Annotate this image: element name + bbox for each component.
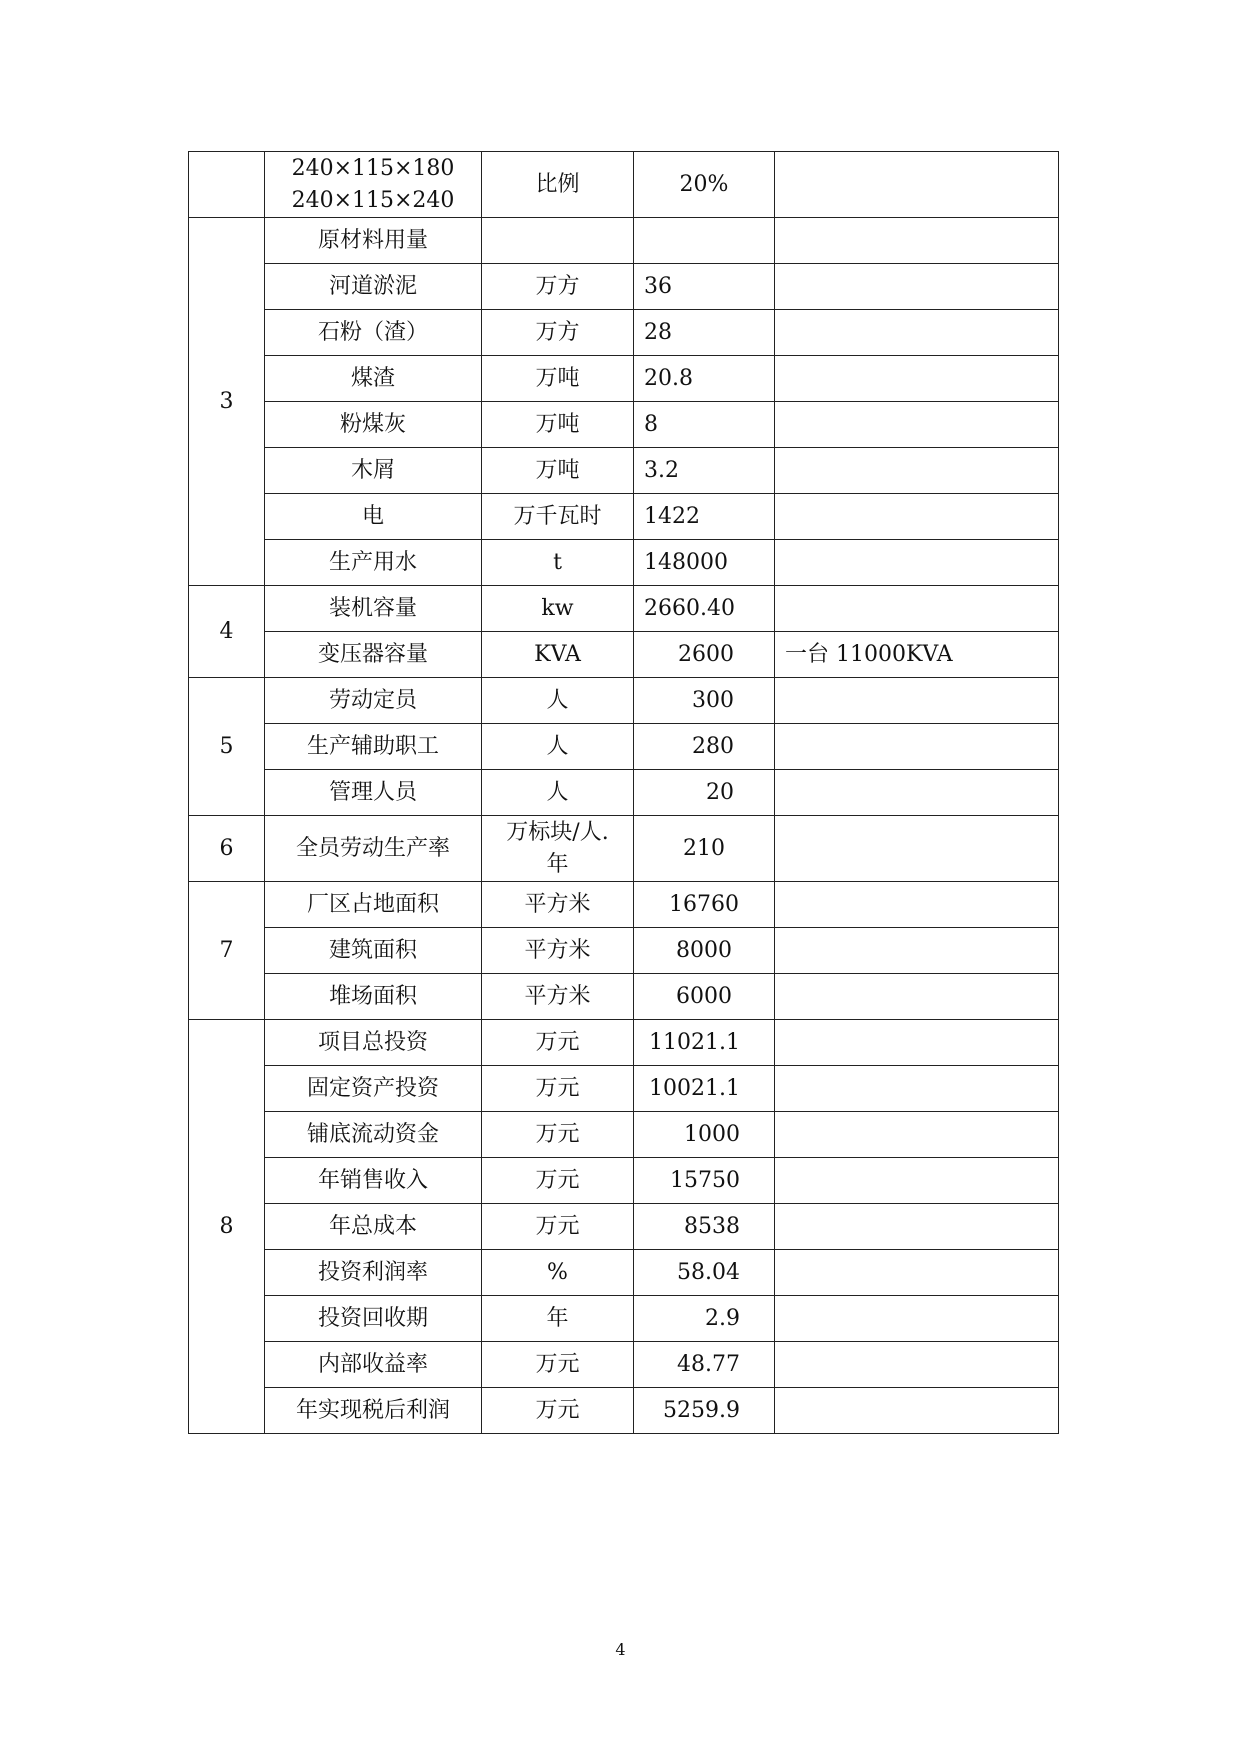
unit-cell: 万方 — [482, 310, 634, 356]
value-cell: 148000 — [634, 540, 775, 586]
table-row — [189, 770, 1059, 816]
value-cell: 28 — [634, 310, 775, 356]
table-row — [189, 402, 1059, 448]
item-name-cell: 厂区占地面积 — [265, 882, 482, 928]
value-cell: 10021.1 — [634, 1066, 775, 1112]
item-name-cell: 投资利润率 — [265, 1250, 482, 1296]
unit-cell: 人 — [482, 770, 634, 816]
table-row — [189, 1204, 1059, 1250]
note-cell — [775, 974, 1059, 1020]
item-name-cell: 年实现税后利润 — [265, 1388, 482, 1434]
note-cell — [775, 218, 1059, 264]
value-cell: 300 — [634, 678, 775, 724]
unit-cell: 平方米 — [482, 928, 634, 974]
row-number-cell: 8 — [189, 1020, 265, 1434]
row-number-cell: 5 — [189, 678, 265, 816]
unit-cell: 万元 — [482, 1204, 634, 1250]
item-name-cell: 劳动定员 — [265, 678, 482, 724]
note-cell — [775, 770, 1059, 816]
table-row — [189, 218, 1059, 264]
unit-cell: 比例 — [482, 152, 634, 218]
item-name-cell: 生产辅助职工 — [265, 724, 482, 770]
unit-cell: 万吨 — [482, 448, 634, 494]
table-row — [189, 448, 1059, 494]
unit-cell: 万元 — [482, 1388, 634, 1434]
note-cell — [775, 816, 1059, 882]
note-cell — [775, 1020, 1059, 1066]
item-name-cell: 年销售收入 — [265, 1158, 482, 1204]
row-number-cell — [189, 152, 265, 218]
value-cell: 20 — [634, 770, 775, 816]
table-row — [189, 724, 1059, 770]
unit-cell: 万吨 — [482, 356, 634, 402]
table-row — [189, 586, 1059, 632]
table-row — [189, 882, 1059, 928]
item-name-cell: 堆场面积 — [265, 974, 482, 1020]
note-cell — [775, 1296, 1059, 1342]
item-name-cell: 生产用水 — [265, 540, 482, 586]
value-cell — [634, 218, 775, 264]
item-name-cell: 石粉（渣） — [265, 310, 482, 356]
table-row — [189, 1250, 1059, 1296]
value-cell: 2660.40 — [634, 586, 775, 632]
item-name-cell: 全员劳动生产率 — [265, 816, 482, 882]
note-cell — [775, 1250, 1059, 1296]
item-name-cell: 内部收益率 — [265, 1342, 482, 1388]
unit-cell: 万元 — [482, 1158, 634, 1204]
item-name-cell — [265, 152, 482, 218]
item-name-cell: 装机容量 — [265, 586, 482, 632]
table-row — [189, 632, 1059, 678]
table-row — [189, 1342, 1059, 1388]
item-name-cell: 铺底流动资金 — [265, 1112, 482, 1158]
unit-cell: kw — [482, 586, 634, 632]
unit-cell: KVA — [482, 632, 634, 678]
unit-cell: 人 — [482, 724, 634, 770]
unit-cell: 人 — [482, 678, 634, 724]
note-cell — [775, 310, 1059, 356]
row-number-cell: 3 — [189, 218, 265, 586]
value-cell: 8538 — [634, 1204, 775, 1250]
note-cell — [775, 1342, 1059, 1388]
note-cell — [775, 356, 1059, 402]
item-name-cell: 固定资产投资 — [265, 1066, 482, 1112]
item-name-cell: 项目总投资 — [265, 1020, 482, 1066]
value-cell: 1000 — [634, 1112, 775, 1158]
unit-line: 年 — [546, 851, 569, 877]
unit-cell: t — [482, 540, 634, 586]
table-row — [189, 540, 1059, 586]
value-cell: 5259.9 — [634, 1388, 775, 1434]
note-cell — [775, 928, 1059, 974]
value-cell: 48.77 — [634, 1342, 775, 1388]
unit-cell: 万元 — [482, 1342, 634, 1388]
value-cell: 20% — [634, 152, 775, 218]
row-number-cell: 6 — [189, 816, 265, 882]
unit-cell: 平方米 — [482, 974, 634, 1020]
unit-cell: % — [482, 1250, 634, 1296]
table-row — [189, 678, 1059, 724]
item-name-cell: 投资回收期 — [265, 1296, 482, 1342]
value-cell: 16760 — [634, 882, 775, 928]
item-name-cell: 电 — [265, 494, 482, 540]
note-cell — [775, 1112, 1059, 1158]
note-cell — [775, 1066, 1059, 1112]
unit-cell: 万元 — [482, 1066, 634, 1112]
spec-line: 240×115×240 — [291, 187, 455, 213]
table-row — [189, 1066, 1059, 1112]
value-cell: 1422 — [634, 494, 775, 540]
unit-line: 万标块/人. — [506, 819, 609, 845]
note-cell — [775, 586, 1059, 632]
unit-cell: 万方 — [482, 264, 634, 310]
value-cell: 8 — [634, 402, 775, 448]
table-row — [189, 974, 1059, 1020]
item-name-cell: 河道淤泥 — [265, 264, 482, 310]
table-row — [189, 1158, 1059, 1204]
note-cell — [775, 678, 1059, 724]
note-cell — [775, 1388, 1059, 1434]
value-cell: 6000 — [634, 974, 775, 1020]
row-number-cell: 4 — [189, 586, 265, 678]
item-name-cell: 原材料用量 — [265, 218, 482, 264]
row-number-cell: 7 — [189, 882, 265, 1020]
value-cell: 36 — [634, 264, 775, 310]
note-cell — [775, 402, 1059, 448]
table-row — [189, 356, 1059, 402]
unit-cell: 万元 — [482, 1112, 634, 1158]
note-cell — [775, 1158, 1059, 1204]
unit-cell: 万千瓦时 — [482, 494, 634, 540]
spec-line: 240×115×180 — [291, 155, 455, 181]
item-name-cell: 煤渣 — [265, 356, 482, 402]
table-row — [189, 264, 1059, 310]
value-cell: 2600 — [634, 632, 775, 678]
note-cell — [775, 540, 1059, 586]
unit-cell — [482, 816, 634, 882]
value-cell: 210 — [634, 816, 775, 882]
value-cell: 11021.1 — [634, 1020, 775, 1066]
table-row — [189, 494, 1059, 540]
table-row — [189, 310, 1059, 356]
item-name-cell: 年总成本 — [265, 1204, 482, 1250]
note-cell — [775, 724, 1059, 770]
item-name-cell: 粉煤灰 — [265, 402, 482, 448]
note-cell — [775, 448, 1059, 494]
table-row — [189, 816, 1059, 882]
value-cell: 8000 — [634, 928, 775, 974]
unit-cell: 万吨 — [482, 402, 634, 448]
unit-cell: 年 — [482, 1296, 634, 1342]
value-cell: 3.2 — [634, 448, 775, 494]
table-row — [189, 1112, 1059, 1158]
page-number: 4 — [615, 1640, 626, 1659]
table-row — [189, 1388, 1059, 1434]
note-cell — [775, 494, 1059, 540]
item-name-cell: 管理人员 — [265, 770, 482, 816]
table-row — [189, 928, 1059, 974]
value-cell: 20.8 — [634, 356, 775, 402]
note-cell — [775, 1204, 1059, 1250]
item-name-cell: 建筑面积 — [265, 928, 482, 974]
table-row — [189, 1296, 1059, 1342]
note-cell: 一台 11000KVA — [775, 632, 1059, 678]
item-name-cell: 变压器容量 — [265, 632, 482, 678]
project-indicator-table — [188, 151, 1059, 1434]
unit-cell — [482, 218, 634, 264]
table-row — [189, 1020, 1059, 1066]
value-cell: 280 — [634, 724, 775, 770]
value-cell: 15750 — [634, 1158, 775, 1204]
unit-cell: 平方米 — [482, 882, 634, 928]
unit-cell: 万元 — [482, 1020, 634, 1066]
note-cell — [775, 152, 1059, 218]
item-name-cell: 木屑 — [265, 448, 482, 494]
note-cell — [775, 264, 1059, 310]
table-row — [189, 152, 1059, 218]
value-cell: 2.9 — [634, 1296, 775, 1342]
value-cell: 58.04 — [634, 1250, 775, 1296]
note-cell — [775, 882, 1059, 928]
